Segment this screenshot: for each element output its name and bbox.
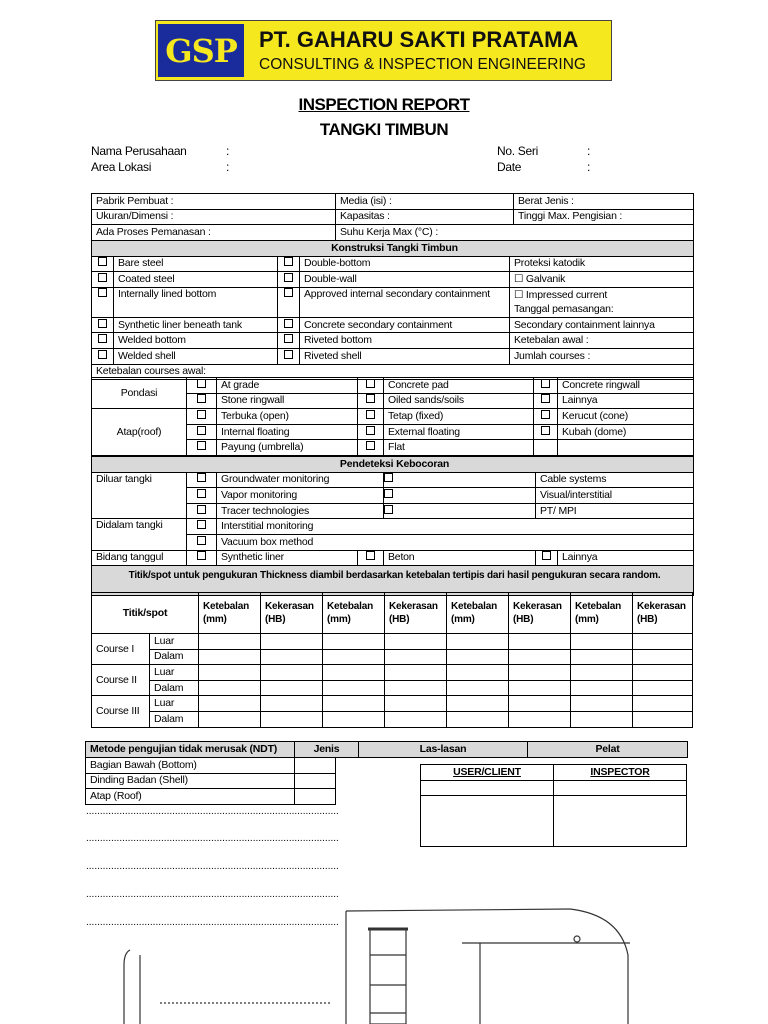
checkbox[interactable] [358,550,384,566]
hb-label: (HB) [513,614,534,625]
ladder [370,929,406,1024]
option-lainnya-tanggul: Lainnya [558,550,694,566]
sign-user-client: USER/CLIENT [421,765,554,781]
measure-cell[interactable] [261,696,323,712]
checkbox[interactable] [92,317,114,333]
colon: : [226,144,230,158]
empty-cell [558,440,694,456]
side-luar: Luar [150,696,199,712]
company-subtitle: CONSULTING & INSPECTION ENGINEERING [259,56,586,73]
option-flat: Flat [384,440,534,456]
measure-cell[interactable] [261,680,323,696]
option-kerucut: Kerucut (cone) [558,409,694,425]
option-double-wall: Double-wall [300,272,510,288]
checkbox[interactable] [534,378,558,394]
checkbox[interactable] [187,424,217,440]
label-ketebalan-awal: Ketebalan awal : [510,333,694,349]
checkbox[interactable] [187,550,217,566]
sign-user-area[interactable] [421,796,554,847]
checkbox[interactable] [536,550,558,566]
option-tetap: Tetap (fixed) [384,409,534,425]
checkbox[interactable] [358,440,384,456]
measure-cell[interactable] [571,711,633,727]
dotted-line[interactable]: ........................................................................................... [86,806,339,817]
pendeteksi-table [91,456,694,596]
measure-cell[interactable] [199,711,261,727]
checkbox[interactable] [187,519,217,535]
label-no-seri: No. Seri [497,144,538,158]
sign-inspector: INSPECTOR [554,765,687,781]
option-pt-mpi: PT/ MPI [536,503,694,519]
measure-cell[interactable] [199,696,261,712]
checkbox[interactable] [278,348,300,364]
measure-cell[interactable] [447,696,509,712]
field-berat-jenis[interactable]: Berat Jenis : [514,194,694,210]
label-ketebalan-courses: Ketebalan courses awal: [92,364,694,380]
mm-label: (mm) [575,614,599,625]
checkbox[interactable] [187,503,217,519]
measure-cell[interactable] [447,711,509,727]
field-tinggi-max[interactable]: Tinggi Max. Pengisian : [514,209,694,225]
option-approved-containment: Approved internal secondary containment [300,287,510,317]
header-kekerasan [633,593,693,634]
kekerasan-label: Kekerasan [389,601,438,612]
checkbox[interactable] [278,287,300,317]
tank-info-table [91,193,694,241]
checkbox[interactable] [92,256,114,272]
ndt-atap: Atap (Roof) [86,789,295,805]
option-concrete-pad: Concrete pad [384,378,534,394]
measure-cell[interactable] [509,634,571,650]
measure-cell[interactable] [199,680,261,696]
tank-left-end [124,950,130,1024]
option-synthetic-liner-tanggul: Synthetic liner [217,550,358,566]
measure-cell[interactable] [323,680,385,696]
checkbox[interactable] [278,333,300,349]
checkbox[interactable] [358,393,384,409]
measure-cell[interactable] [633,665,693,681]
checkbox[interactable] [92,287,114,317]
measure-cell[interactable] [571,649,633,665]
header-pelat: Pelat [528,742,688,758]
option-stone-ringwall: Stone ringwall [217,393,358,409]
dotted-line[interactable]: ........................................................................................... [86,889,339,900]
field-media[interactable]: Media (isi) : [336,194,514,210]
checkbox[interactable] [534,393,558,409]
signature-table [420,764,687,847]
empty-cell [534,440,558,456]
measure-cell[interactable] [261,634,323,650]
colon: : [226,160,230,174]
colon: : [587,144,591,158]
option-at-grade: At grade [217,378,358,394]
measure-cell[interactable] [385,634,447,650]
label-area-lokasi: Area Lokasi [91,160,152,174]
kekerasan-label: Kekerasan [265,601,314,612]
label-pondasi: Pondasi [92,378,187,409]
measure-cell[interactable] [261,665,323,681]
checkbox[interactable] [187,472,217,488]
measure-cell[interactable] [633,711,693,727]
checkbox[interactable] [92,272,114,288]
measure-cell[interactable] [509,649,571,665]
option-welded-shell: Welded shell [114,348,278,364]
hb-label: (HB) [265,614,286,625]
measure-cell[interactable] [199,649,261,665]
option-cable-systems: Cable systems [536,472,694,488]
ketebalan-label: Ketebalan [203,601,250,612]
side-luar: Luar [150,634,199,650]
ketebalan-label: Ketebalan [575,601,622,612]
kekerasan-label: Kekerasan [513,601,562,612]
header-kekerasan [385,593,447,634]
side-luar: Luar [150,665,199,681]
measure-cell[interactable] [509,696,571,712]
checkbox[interactable] [187,393,217,409]
option-internally-lined: Internally lined bottom [114,287,278,317]
pondasi-atap-table [91,377,694,456]
option-groundwater: Groundwater monitoring [217,472,384,488]
measure-cell[interactable] [447,680,509,696]
measure-cell[interactable] [509,680,571,696]
option-beton: Beton [384,550,536,566]
option-vapor: Vapor monitoring [217,488,384,504]
measure-cell[interactable] [633,649,693,665]
option-riveted-bottom: Riveted bottom [300,333,510,349]
option-coated-steel: Coated steel [114,272,278,288]
field-pabrik[interactable]: Pabrik Pembuat : [92,194,336,210]
tank-right-end [570,909,628,1024]
dotted-line[interactable]: ........................................................................................... [86,917,339,928]
checkbox[interactable] [187,534,217,550]
measure-cell[interactable] [323,634,385,650]
measure-cell[interactable] [571,634,633,650]
option-synthetic-liner: Synthetic liner beneath tank [114,317,278,333]
option-double-bottom: Double-bottom [300,256,510,272]
header-las-lasan: Las-lasan [359,742,528,758]
ndt-items-table [85,757,336,805]
measure-cell[interactable] [509,711,571,727]
option-kubah: Kubah (dome) [558,424,694,440]
option-lainnya: Lainnya [558,393,694,409]
measure-cell[interactable] [323,711,385,727]
checkbox[interactable] [187,409,217,425]
side-dalam: Dalam [150,680,199,696]
section-pendeteksi-title: Pendeteksi Kebocoran [92,457,694,473]
checkbox[interactable] [278,256,300,272]
option-concrete-ringwall: Concrete ringwall [558,378,694,394]
checkbox[interactable] [358,424,384,440]
course-label: Course I [92,634,150,665]
measure-cell[interactable] [199,665,261,681]
measure-cell[interactable] [571,680,633,696]
label-nama-perusahaan: Nama Perusahaan [91,144,187,158]
company-logo-banner [155,20,612,81]
checkbox[interactable] [278,317,300,333]
field-kapasitas[interactable]: Kapasitas : [336,209,514,225]
measure-cell[interactable] [447,649,509,665]
option-tracer: Tracer technologies [217,503,384,519]
measure-cell[interactable] [571,665,633,681]
field-proses-pemanasan[interactable]: Ada Proses Pemanasan : [92,225,336,241]
tank-sketch [100,895,660,1024]
measure-cell[interactable] [447,665,509,681]
ndt-dinding-badan: Dinding Badan (Shell) [86,773,295,789]
label-date: Date [497,160,522,174]
thickness-table [91,592,693,728]
gsp-logo: GSP [158,24,244,77]
header-metode-ndt: Metode pengujian tidak merusak (NDT) [86,742,295,758]
course-label: Course III [92,696,150,727]
field-suhu-kerja[interactable]: Suhu Kerja Max (°C) : [336,225,694,241]
thickness-note: Titik/spot untuk pengukuran Thickness diambil berdasarkan ketebalan tertipis dari hasil pengukuran secara random. [92,566,694,596]
checkbox[interactable] [358,409,384,425]
measure-cell[interactable] [633,696,693,712]
dotted-line[interactable]: ........................................................................................... [86,833,339,844]
option-riveted-shell: Riveted shell [300,348,510,364]
hb-label: (HB) [637,614,658,625]
label-diluar-tangki: Diluar tangki [92,472,187,519]
label-proteksi-katodik: Proteksi katodik [510,256,694,272]
colon: : [587,160,591,174]
measure-cell[interactable] [447,634,509,650]
field-ukuran[interactable]: Ukuran/Dimensi : [92,209,336,225]
option-vacuum-box: Vacuum box method [217,534,694,550]
ndt-table [85,741,688,758]
section-konstruksi-title: Konstruksi Tangki Timbun [92,241,694,257]
option-impressed-current[interactable]: ☐ Impressed current [514,289,608,302]
dotted-line[interactable]: ........................................................................................... [86,861,339,872]
option-visual: Visual/interstitial [536,488,694,504]
option-payung: Payung (umbrella) [217,440,358,456]
measure-cell[interactable] [385,680,447,696]
ndt-jenis-cell[interactable] [295,773,336,789]
option-galvanik[interactable]: ☐ Galvanik [510,272,694,288]
measure-cell[interactable] [323,696,385,712]
cell-impressed-tanggal [510,287,694,317]
option-terbuka: Terbuka (open) [217,409,358,425]
measure-cell[interactable] [509,665,571,681]
mm-label: (mm) [327,614,351,625]
header-titik-spot: Titik/spot [92,593,199,634]
option-external-floating: External floating [384,424,534,440]
measure-cell[interactable] [261,711,323,727]
option-concrete-secondary: Concrete secondary containment [300,317,510,333]
report-title: INSPECTION REPORT [298,95,470,114]
option-interstitial: Interstitial monitoring [217,519,694,535]
option-welded-bottom: Welded bottom [114,333,278,349]
measure-cell[interactable] [199,634,261,650]
ketebalan-label: Ketebalan [451,601,498,612]
sign-inspector-area[interactable] [554,796,687,847]
measure-cell[interactable] [571,696,633,712]
header-ketebalan [571,593,633,634]
measure-cell[interactable] [261,649,323,665]
checkbox[interactable] [534,424,558,440]
checkbox[interactable] [358,378,384,394]
tank-top-line [346,909,570,911]
label-secondary-lainnya: Secondary containment lainnya [510,317,694,333]
sign-user-box[interactable] [421,780,554,796]
measure-cell[interactable] [323,649,385,665]
mm-label: (mm) [203,614,227,625]
mm-label: (mm) [451,614,475,625]
checkbox[interactable] [187,378,217,394]
checkbox[interactable] [187,440,217,456]
option-bare-steel: Bare steel [114,256,278,272]
header-ketebalan [199,593,261,634]
side-dalam: Dalam [150,649,199,665]
ndt-jenis-cell[interactable] [295,789,336,805]
ketebalan-label: Ketebalan [327,601,374,612]
option-internal-floating: Internal floating [217,424,358,440]
company-name: PT. GAHARU SAKTI PRATAMA [259,27,579,52]
measure-cell[interactable] [633,634,693,650]
header-kekerasan [509,593,571,634]
measure-cell[interactable] [385,711,447,727]
hb-label: (HB) [389,614,410,625]
report-subtitle: TANGKI TIMBUN [319,120,449,139]
measure-cell[interactable] [385,649,447,665]
checkbox[interactable] [384,472,536,488]
measure-cell[interactable] [385,696,447,712]
label-tanggal-pemasangan: Tanggal pemasangan: [514,303,614,316]
measure-cell[interactable] [385,665,447,681]
kekerasan-label: Kekerasan [637,601,686,612]
checkbox[interactable] [92,348,114,364]
option-oiled-sands: Oiled sands/soils [384,393,534,409]
header-ketebalan [323,593,385,634]
measure-cell[interactable] [633,680,693,696]
checkbox[interactable] [384,503,536,519]
checkbox[interactable] [534,409,558,425]
ndt-bagian-bawah: Bagian Bawah (Bottom) [86,758,295,774]
checkbox[interactable] [384,488,536,504]
header-kekerasan [261,593,323,634]
course-label: Course II [92,665,150,696]
sign-inspector-box[interactable] [554,780,687,796]
measure-cell[interactable] [323,665,385,681]
label-bidang-tanggul: Bidang tanggul [92,550,187,566]
label-didalam-tangki: Didalam tangki [92,519,187,550]
header-jenis: Jenis [295,742,359,758]
konstruksi-table [91,240,694,380]
header-ketebalan [447,593,509,634]
checkbox[interactable] [278,272,300,288]
checkbox[interactable] [187,488,217,504]
label-atap: Atap(roof) [92,409,187,456]
ndt-jenis-cell[interactable] [295,758,336,774]
checkbox[interactable] [92,333,114,349]
label-jumlah-courses: Jumlah courses : [510,348,694,364]
side-dalam: Dalam [150,711,199,727]
